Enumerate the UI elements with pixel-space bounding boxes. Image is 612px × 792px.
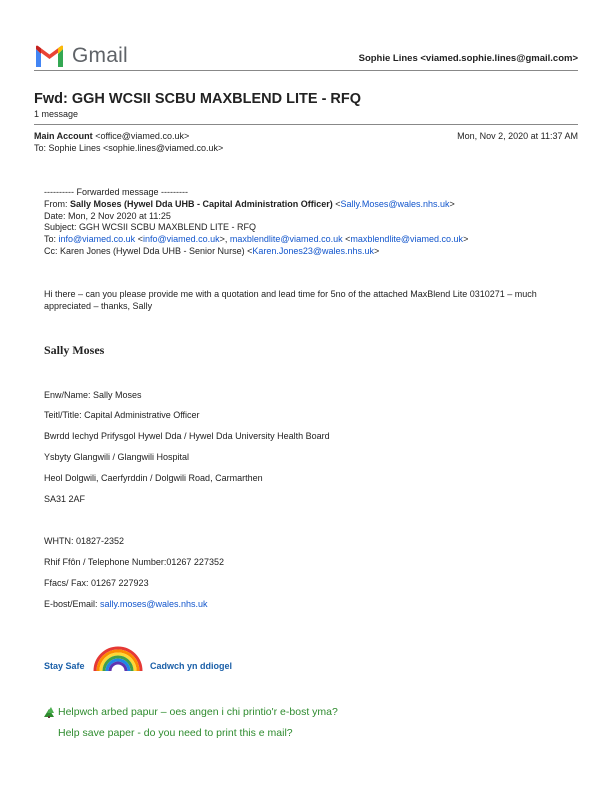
forward-to-email-link[interactable]: maxblendlite@viamed.co.uk bbox=[350, 234, 464, 244]
forward-to-email-link[interactable]: maxblendlite@viamed.co.uk bbox=[229, 234, 343, 244]
signature-name: Sally Moses bbox=[44, 343, 105, 357]
thread-subject: Fwd: GGH WCSII SCBU MAXBLEND LITE - RFQ bbox=[34, 91, 362, 107]
subject-divider bbox=[34, 124, 578, 125]
from-email: <office@viamed.co.uk> bbox=[95, 131, 190, 141]
forward-from-label: From: bbox=[44, 199, 70, 209]
gmail-logo-icon bbox=[34, 45, 65, 69]
message-count: 1 message bbox=[34, 109, 79, 119]
signature-enw: Enw/Name: Sally Moses bbox=[44, 390, 142, 400]
forward-cc-label: Cc: Karen Jones (Hywel Dda UHB - Senior Nurse) < bbox=[44, 246, 253, 256]
signature-email-link[interactable]: sally.moses@wales.nhs.uk bbox=[100, 599, 208, 609]
forward-to-sep: < bbox=[342, 234, 351, 244]
forward-to bbox=[44, 234, 468, 244]
signature-fax: Ffacs/ Fax: 01267 227923 bbox=[44, 578, 149, 588]
signature-phone: Rhif Ffôn / Telephone Number:01267 227352 bbox=[44, 557, 224, 567]
signature-title: Teitl/Title: Capital Administrative Officer bbox=[44, 410, 200, 420]
forward-date: Date: Mon, 2 Nov 2020 at 11:25 bbox=[44, 211, 171, 221]
forward-to-email-link[interactable]: info@viamed.co.uk bbox=[142, 234, 220, 244]
save-paper-english: Help save paper - do you need to print this e mail? bbox=[58, 727, 293, 739]
account-email: Sophie Lines <viamed.sophie.lines@gmail.com> bbox=[358, 53, 578, 64]
message-date: Mon, Nov 2, 2020 at 11:37 AM bbox=[457, 131, 578, 141]
forward-cc bbox=[44, 246, 379, 256]
from-name: Main Account bbox=[34, 131, 93, 141]
signature-postcode: SA31 2AF bbox=[44, 494, 86, 504]
signature-email-label: E-bost/Email: bbox=[44, 599, 101, 609]
forward-to-sep: < bbox=[135, 234, 143, 244]
stay-safe-text: Stay Safe bbox=[44, 661, 85, 671]
forward-from-lt: < bbox=[332, 199, 341, 209]
forward-from bbox=[44, 199, 455, 209]
cadwch-text: Cadwch yn ddiogel bbox=[150, 661, 233, 671]
forward-cc-end: > bbox=[374, 246, 380, 256]
forward-to-sep: >, bbox=[219, 234, 230, 244]
header-divider bbox=[34, 70, 578, 71]
rainbow-icon bbox=[92, 643, 144, 671]
message-to: To: Sophie Lines <sophie.lines@viamed.co.uk> bbox=[34, 143, 224, 153]
forward-to-end: > bbox=[463, 234, 469, 244]
forward-from-name: Sally Moses (Hywel Dda UHB - Capital Administration Officer) bbox=[70, 199, 333, 209]
signature-email bbox=[44, 599, 208, 609]
message-from bbox=[34, 131, 189, 141]
tree-icon bbox=[43, 706, 55, 718]
forward-to-email-link[interactable]: info@viamed.co.uk bbox=[58, 234, 136, 244]
signature-whtn: WHTN: 01827-2352 bbox=[44, 536, 125, 546]
forward-cc-email-link[interactable]: Karen.Jones23@wales.nhs.uk bbox=[252, 246, 375, 256]
message-body: Hi there – can you please provide me with a quotation and lead time for 5no of the attached MaxBlend Lite 0310271 – much appreciated – thanks, Sally bbox=[44, 289, 537, 311]
forward-to-label: To: bbox=[44, 234, 59, 244]
save-paper-welsh: Helpwch arbed papur – oes angen i chi printio'r e-bost yma? bbox=[58, 706, 338, 718]
forward-from-email-link[interactable]: Sally.Moses@wales.nhs.uk bbox=[340, 199, 450, 209]
signature-hospital: Ysbyty Glangwili / Glangwili Hospital bbox=[44, 452, 190, 462]
forward-from-gt: > bbox=[449, 199, 455, 209]
gmail-logo-text: Gmail bbox=[72, 44, 128, 67]
signature-road: Heol Dolgwili, Caerfyrddin / Dolgwili Road, Carmarthen bbox=[44, 473, 263, 483]
forward-divider: ---------- Forwarded message --------- bbox=[44, 187, 188, 197]
signature-board: Bwrdd Iechyd Prifysgol Hywel Dda / Hywel Dda University Health Board bbox=[44, 431, 330, 441]
forward-subject: Subject: GGH WCSII SCBU MAXBLEND LITE - RFQ bbox=[44, 222, 257, 232]
